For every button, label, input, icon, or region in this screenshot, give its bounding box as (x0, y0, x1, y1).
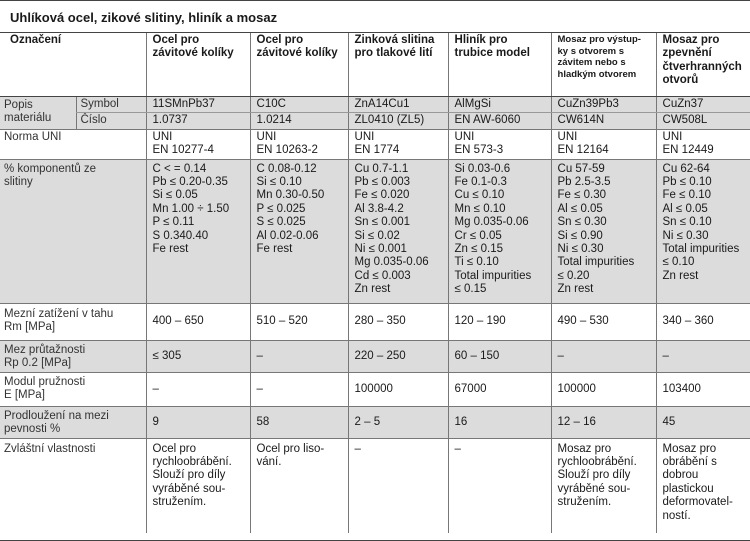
text-line: Mez průtažnosti (4, 343, 86, 356)
zatizeni-cell: 280 – 350 (348, 303, 448, 340)
text-line: ≤ 0.15 (454, 283, 487, 296)
text-line: Rp 0.2 [MPa] (4, 356, 72, 369)
text-line: Mg 0.035-0.06 (454, 216, 529, 229)
norma-cell (656, 129, 750, 159)
text-line: Al ≤ 0.05 (662, 202, 708, 215)
vlastnosti-cell (146, 438, 250, 533)
text-line: Fe ≤ 0.10 (662, 189, 712, 202)
text-line: hladkým otvorem (557, 68, 637, 80)
text-line: EN 573-3 (454, 143, 504, 156)
text-line: Ti ≤ 0.10 (454, 256, 499, 269)
text-line: plastickou (662, 482, 714, 495)
text-line: zpevnění (662, 47, 712, 60)
text-line: Modul pružnosti (4, 375, 86, 388)
modul-cell: – (250, 372, 348, 406)
text-line: C 0.08-0.12 (256, 162, 317, 175)
text-line: – (454, 442, 461, 455)
modul-cell: 103400 (656, 372, 750, 406)
komponenty-cell (551, 159, 656, 303)
header-col-4 (448, 33, 551, 96)
text-line: Al ≤ 0.05 (557, 202, 603, 215)
text-line: Total impurities (454, 269, 532, 282)
text-line: UNI (256, 130, 277, 143)
text-line: Sn ≤ 0.10 (662, 216, 712, 229)
text-line: Rm [MPa] (4, 320, 56, 333)
row-label-popis (0, 96, 76, 129)
text-line: Si ≤ 0.02 (354, 229, 400, 242)
row-label-prodlouzeni (0, 406, 146, 438)
text-line: Total impurities (557, 256, 635, 269)
text-line: Pb ≤ 0.20-0.35 (152, 175, 228, 188)
cislo-cell: 1.0737 (146, 112, 250, 129)
row-label-zatizeni (0, 303, 146, 340)
text-line: stružením. (152, 496, 207, 509)
text-line: Mg 0.035-0.06 (354, 256, 429, 269)
text-line: Si 0.03-0.6 (454, 162, 511, 175)
norma-cell (250, 129, 348, 159)
vlastnosti-cell (348, 438, 448, 533)
header-col-3 (348, 33, 448, 96)
text-line: S ≤ 0.025 (256, 216, 306, 229)
prutaznost-cell: 60 – 150 (448, 340, 551, 372)
text-line: Cr ≤ 0.05 (454, 229, 502, 242)
text-line: Ocel pro (152, 442, 196, 455)
text-line: obrábění s (662, 455, 717, 468)
vlastnosti-cell (448, 438, 551, 533)
text-line: Mosaz pro (662, 442, 717, 455)
zatizeni-cell: 120 – 190 (448, 303, 551, 340)
text-line: Ocel pro liso- (256, 442, 325, 455)
text-line: UNI (454, 130, 475, 143)
symbol-cell: AlMgSi (448, 96, 551, 112)
text-line: Zinková slitina (354, 34, 435, 46)
cislo-label: Číslo (76, 112, 146, 129)
text-line: P ≤ 0.025 (256, 202, 306, 215)
text-line: Hliník pro (454, 34, 508, 46)
cislo-cell: ZL0410 (ZL5) (348, 112, 448, 129)
text-line: otvorů (662, 74, 699, 87)
text-line: Ni ≤ 0.30 (557, 242, 604, 255)
komponenty-cell (146, 159, 250, 303)
text-line: P ≤ 0.11 (152, 216, 195, 229)
text-line: Mosaz pro výstup- (557, 34, 641, 45)
text-line: Ocel pro (256, 34, 304, 46)
cislo-cell: 1.0214 (250, 112, 348, 129)
text-line: pevnosti % (4, 422, 61, 435)
symbol-label: Symbol (76, 96, 146, 112)
komponenty-cell (656, 159, 750, 303)
text-line: C < = 0.14 (152, 162, 207, 175)
prodlouzeni-cell: 58 (250, 406, 348, 438)
table-title: Uhlíková ocel, zikové slitiny, hliník a mosaz (0, 0, 750, 33)
prutaznost-cell: ≤ 305 (146, 340, 250, 372)
text-line: ≤ 0.20 (557, 269, 590, 282)
symbol-cell: 11SMnPb37 (146, 96, 250, 112)
prutaznost-cell: 220 – 250 (348, 340, 448, 372)
text-line: Si ≤ 0.10 (256, 175, 302, 188)
text-line: ky s otvorem s (557, 45, 625, 57)
text-line: trubice model (454, 47, 530, 60)
text-line: Zn rest (354, 283, 391, 296)
text-line: slitiny (4, 175, 33, 188)
text-line: Mn 1.00 ÷ 1.50 (152, 202, 230, 215)
row-label-vlastnosti (0, 438, 146, 533)
prodlouzeni-cell: 12 – 16 (551, 406, 656, 438)
text-line: Si ≤ 0.05 (152, 189, 198, 202)
symbol-cell: ZnA14Cu1 (348, 96, 448, 112)
prodlouzeni-cell: 16 (448, 406, 551, 438)
text-line: Mezní zatížení v tahu (4, 307, 114, 320)
text-line: – (354, 442, 361, 455)
text-line: EN 10263-2 (256, 143, 318, 156)
zatizeni-cell: 340 – 360 (656, 303, 750, 340)
text-line: Zvláštní vlastnosti (4, 442, 96, 455)
text-line: Ni ≤ 0.001 (354, 242, 407, 255)
header-col-5 (551, 33, 656, 96)
text-line: Mosaz pro (662, 34, 720, 46)
norma-cell (448, 129, 551, 159)
text-line: Zn rest (662, 269, 699, 282)
text-line: Cu 57-59 (557, 162, 605, 175)
text-line: Mn ≤ 0.10 (454, 202, 506, 215)
vlastnosti-cell (250, 438, 348, 533)
norma-cell (146, 129, 250, 159)
zatizeni-cell: 400 – 650 (146, 303, 250, 340)
text-line: Cu 0.7-1.1 (354, 162, 409, 175)
text-line: dobrou (662, 469, 699, 482)
text-line: Fe 0.1-0.3 (454, 175, 507, 188)
prutaznost-cell: – (250, 340, 348, 372)
zatizeni-cell: 490 – 530 (551, 303, 656, 340)
cislo-cell: CW508L (656, 112, 750, 129)
text-line: vyráběné sou- (152, 482, 226, 495)
text-line: Si ≤ 0.90 (557, 229, 603, 242)
text-line: % komponentů ze (4, 162, 97, 175)
material-spec-table (0, 33, 750, 533)
row-label-norma (0, 129, 146, 159)
symbol-cell: C10C (250, 96, 348, 112)
prodlouzeni-cell: 2 – 5 (348, 406, 448, 438)
text-line: Fe ≤ 0.020 (354, 189, 410, 202)
modul-cell: 100000 (551, 372, 656, 406)
modul-cell: 67000 (448, 372, 551, 406)
prodlouzeni-cell: 9 (146, 406, 250, 438)
norma-cell (551, 129, 656, 159)
text-line: Cu 62-64 (662, 162, 710, 175)
text-line: UNI (557, 130, 578, 143)
text-line: Pb ≤ 0.003 (354, 175, 411, 188)
text-line: Mosaz pro (557, 442, 612, 455)
text-line: Fe rest (256, 242, 293, 255)
text-line: Cd ≤ 0.003 (354, 269, 411, 282)
text-line: pro tlakové lití (354, 47, 433, 60)
text-line: EN 10277-4 (152, 143, 214, 156)
text-line: Slouží pro díly (557, 469, 631, 482)
text-line: materiálu (4, 111, 52, 124)
prutaznost-cell: – (551, 340, 656, 372)
text-line: Zn rest (557, 283, 594, 296)
text-line: vyráběné sou- (557, 482, 631, 495)
text-line: Fe rest (152, 242, 189, 255)
vlastnosti-cell (551, 438, 656, 533)
text-line: čtverhranných (662, 60, 742, 73)
prutaznost-cell: – (656, 340, 750, 372)
norma-cell (348, 129, 448, 159)
row-label-komponenty (0, 159, 146, 303)
header-col-2 (250, 33, 348, 96)
text-line: Pb 2.5-3.5 (557, 175, 611, 188)
text-line: Slouží pro díly (152, 469, 226, 482)
text-line: S 0.340.40 (152, 229, 209, 242)
prodlouzeni-cell: 45 (656, 406, 750, 438)
text-line: EN 12164 (557, 143, 609, 156)
row-label-modul (0, 372, 146, 406)
text-line: EN 12449 (662, 143, 714, 156)
text-line: Al 3.8-4.2 (354, 202, 404, 215)
text-line: Pb ≤ 0.10 (662, 175, 712, 188)
symbol-cell: CuZn37 (656, 96, 750, 112)
text-line: ností. (662, 509, 691, 522)
text-line: vání. (256, 455, 282, 468)
text-line: Sn ≤ 0.001 (354, 216, 411, 229)
text-line: ≤ 0.10 (662, 256, 695, 269)
text-line: rychloobrábění. (152, 455, 232, 468)
text-line: Sn ≤ 0.30 (557, 216, 607, 229)
text-line: Ni ≤ 0.30 (662, 229, 709, 242)
modul-cell: – (146, 372, 250, 406)
text-line: závitové kolíky (152, 47, 234, 60)
text-line: UNI (662, 130, 683, 143)
text-line: Al 0.02-0.06 (256, 229, 319, 242)
text-line: Mn 0.30-0.50 (256, 189, 325, 202)
symbol-cell: CuZn39Pb3 (551, 96, 656, 112)
text-line: Zn ≤ 0.15 (454, 242, 504, 255)
text-line: Prodloužení na mezi (4, 409, 109, 422)
text-line: Ocel pro (152, 34, 200, 46)
text-line: E [MPa] (4, 388, 45, 401)
text-line: rychloobrábění. (557, 455, 637, 468)
header-col-6 (656, 33, 750, 96)
text-line: UNI (354, 130, 375, 143)
text-line: EN 1774 (354, 143, 400, 156)
text-line: stružením. (557, 496, 612, 509)
text-line: závitové kolíky (256, 47, 338, 60)
cislo-cell: CW614N (551, 112, 656, 129)
zatizeni-cell: 510 – 520 (250, 303, 348, 340)
text-line: závitem nebo s (557, 57, 626, 68)
vlastnosti-cell (656, 438, 750, 533)
header-col-1 (146, 33, 250, 96)
komponenty-cell (348, 159, 448, 303)
text-line: Fe ≤ 0.30 (557, 189, 607, 202)
komponenty-cell (448, 159, 551, 303)
row-label-prutaznost (0, 340, 146, 372)
header-label: Označení (0, 33, 146, 96)
text-line: UNI (152, 130, 173, 143)
modul-cell: 100000 (348, 372, 448, 406)
text-line: Popis (4, 98, 33, 111)
cislo-cell: EN AW-6060 (448, 112, 551, 129)
text-line: Total impurities (662, 242, 740, 255)
text-line: Cu ≤ 0.10 (454, 189, 505, 202)
komponenty-cell (250, 159, 348, 303)
text-line: deformovatel- (662, 496, 733, 509)
text-line: Norma UNI (4, 130, 62, 143)
